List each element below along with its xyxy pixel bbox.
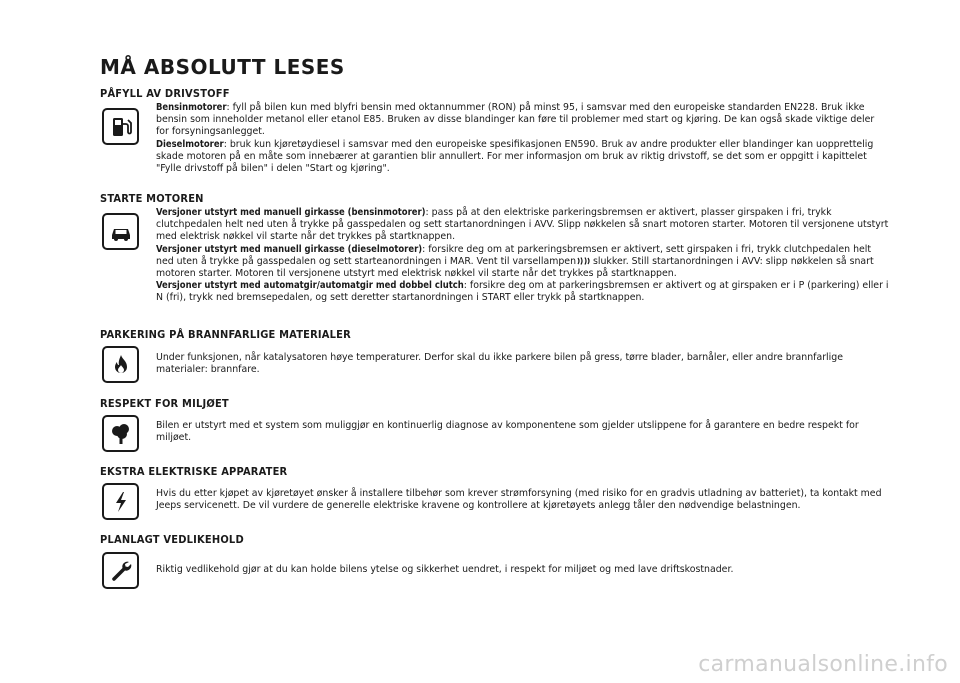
section-parking	[100, 328, 890, 376]
section-heading: PÅFYLL AV DRIVSTOFF	[100, 87, 230, 100]
section-maintenance	[100, 533, 890, 576]
glow-plug-icon	[576, 256, 590, 265]
text-petrol: : fyll på bilen kun med blyfri bensin med oktannummer (RON) på minst 95, i samsvar med den europeiske standarden EN228. Bruk ikke bensin som inneholder metanol eller etanol E85. Bruken av disse blandinger kan føre til problemer med start og kjøring. De kan også skade viktige deler for forsyningsanlegget.	[156, 102, 875, 138]
page-title: MÅ ABSOLUTT LESES	[100, 55, 345, 79]
lightning-icon	[102, 483, 139, 520]
text-manual-petrol: : pass på at den elektriske parkeringsbremsen er aktivert, plasser girspaken i fri, trykk clutchpedalen helt ned uten å trykke på gasspedalen og sett startanordningen i AVV. Slipp nøkkelen så snart motoren starter. Motoren til versjonene utstyrt med elektrisk nøkkel vil starte når det trykkes på startknappen.	[156, 207, 889, 243]
section-heading: EKSTRA ELEKTRISKE APPARATER	[100, 465, 288, 478]
text-parking: Under funksjonen, når katalysatoren høye temperaturer. Derfor skal du ikke parkere bilen på gress, tørre blader, barnåler, eller andre brannfarlige materialer: brannfare.	[156, 352, 843, 376]
wrench-icon	[102, 552, 139, 589]
text-automatic: : forsikre deg om at parkeringsbremsen er aktivert og at girspaken er i P (parkering) eller i N (fri), trykk ned bremsepedalen, og sett deretter startanordningen i START eller trykk på startknappen.	[156, 280, 889, 304]
section-heading: STARTE MOTOREN	[100, 192, 204, 205]
watermark: carmanualsonline.info	[698, 652, 948, 677]
section-start	[100, 192, 890, 305]
tree-icon	[102, 415, 139, 452]
section-fuel	[100, 87, 890, 175]
label-manual-diesel: Versjoner utstyrt med manuell girkasse (dieselmotorer)	[156, 243, 423, 255]
section-environment	[100, 397, 890, 444]
fire-icon	[102, 346, 139, 383]
label-automatic: Versjoner utstyrt med automatgir/automatgir med dobbel clutch	[156, 280, 464, 292]
text-electrical: Hvis du etter kjøpet av kjøretøyet ønsker å installere tilbehør som krever strømforsyning (med risiko for en gradvis utladning av batteriet), ta kontakt med Jeeps servicenett. De vil vurdere de generelle elektriske kravene og kontrollere at kjøretøyets anlegg tåler den nødvendige belastningen.	[156, 488, 882, 512]
label-petrol: Bensinmotorer	[156, 102, 227, 113]
text-manual-diesel-b: slukker. Still startanordningen i AVV: slipp nøkkelen så snart motoren starter. Motoren til versjonene utstyrt med elektrisk nøkkel vil starte når det trykkes på startknappen.	[156, 255, 874, 280]
label-manual-petrol: Versjoner utstyrt med manuell girkasse (bensinmotorer)	[156, 207, 426, 218]
label-diesel: Dieselmotorer	[156, 138, 224, 150]
section-heading: PARKERING PÅ BRANNFARLIGE MATERIALER	[100, 328, 351, 341]
section-heading: PLANLAGT VEDLIKEHOLD	[100, 533, 244, 546]
section-electrical	[100, 465, 890, 512]
text-environment: Bilen er utstyrt med et system som muliggjør en kontinuerlig diagnose av komponentene som gjelder utslippene for å garantere en bedre respekt for miljøet.	[156, 420, 859, 444]
text-manual-diesel-a: : forsikre deg om at parkeringsbremsen er aktivert, sett girspaken i fri, trykk clutchpedalen helt ned uten å trykke på gasspedalen og sett starteanordningen i MAR. Vent til varsellampen	[156, 243, 872, 267]
section-heading: RESPEKT FOR MILJØET	[100, 397, 229, 410]
fuel-pump-icon	[102, 108, 139, 145]
text-maintenance: Riktig vedlikehold gjør at du kan holde bilens ytelse og sikkerhet uendret, i respekt for miljøet og med lave driftskostnader.	[156, 564, 734, 575]
text-diesel: : bruk kun kjøretøydiesel i samsvar med den europeiske spesifikasjonen EN590. Bruk av andre produkter eller blandinger kan uopprettelig skade motoren på en måte som innebærer at garantien blir annullert. For mer informasjon om bruk av riktig drivstoff, se det som er oppgitt i kapittelet "Fylle drivstoff på bilen" i delen "Start og kjøring".	[156, 138, 874, 175]
car-icon	[102, 213, 139, 250]
